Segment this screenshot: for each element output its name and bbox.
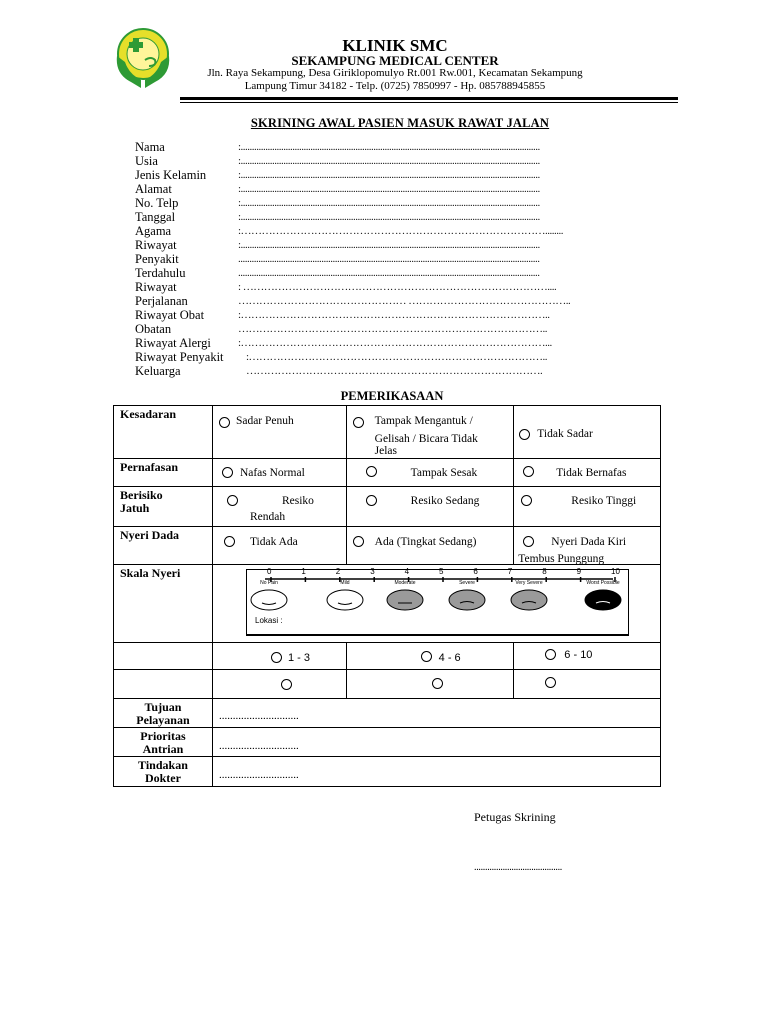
row-skala-range bbox=[114, 643, 661, 670]
pernafasan-option-1-radio[interactable] bbox=[222, 467, 233, 478]
field-label-nama: Nama bbox=[135, 140, 165, 154]
field-input-riwayat-alergi[interactable]: :……………………………………………………………………………... bbox=[238, 337, 552, 349]
field-input-agama[interactable]: :……………………………………………………………………………........ bbox=[238, 225, 564, 237]
pain-face-label: Moderate bbox=[394, 580, 416, 586]
pain-face-label: No Pain bbox=[260, 580, 278, 586]
field-input-alamat[interactable]: :..................................................................................................................................... bbox=[238, 183, 540, 195]
header-rule-thin bbox=[180, 102, 678, 103]
field-input-riwayat-penyakit-1[interactable]: :..................................................................................................................................... bbox=[238, 239, 540, 251]
field-input-riwayat-keluarga-1[interactable]: :………………………………………………………………………….. bbox=[246, 351, 548, 363]
field-label-riwayat-perjalanan-2: Perjalanan bbox=[135, 294, 188, 308]
nyeri-dada-option-1-label: Tidak Ada bbox=[249, 536, 298, 548]
tindakan-dokter-label bbox=[114, 757, 212, 785]
field-label-riwayat-obat-2: Obatan bbox=[135, 322, 172, 336]
field-input-tanggal[interactable]: :..................................................................................................................................... bbox=[238, 211, 540, 223]
field-label-riwayat-keluarga-1: Riwayat Penyakit bbox=[135, 350, 224, 364]
pain-face-label: Mild bbox=[340, 580, 350, 586]
field-label-alamat: Alamat bbox=[135, 182, 172, 196]
nyeri-dada-option-1-radio[interactable] bbox=[224, 536, 235, 547]
field-label-riwayat-keluarga-2: Keluarga bbox=[135, 364, 181, 378]
skala-nyeri-label: Skala Nyeri bbox=[120, 566, 181, 580]
row-nyeri-dada bbox=[114, 527, 661, 565]
field-input-riwayat-penyakit-2[interactable]: ...................................................................................................................................... bbox=[238, 253, 540, 265]
pain-scale-face-labels bbox=[247, 580, 628, 588]
pernafasan-option-2-label: Tampak Sesak bbox=[410, 467, 478, 479]
field-input-usia[interactable]: :..................................................................................................................................... bbox=[238, 155, 540, 167]
pain-face-icon bbox=[251, 590, 287, 610]
pain-scale-tick-labels bbox=[247, 567, 628, 580]
tujuan-label-line2: Pelayanan bbox=[136, 713, 190, 727]
kesadaran-option-2-line2: Gelisah / Bicara Tidak bbox=[374, 433, 478, 445]
kesadaran-option-2-line3: Jelas bbox=[374, 445, 398, 457]
kesadaran-option-3-label: Tidak Sadar bbox=[537, 428, 593, 440]
pain-face-icon bbox=[585, 590, 621, 610]
tindakan-dokter-input[interactable]: ............................. bbox=[218, 769, 299, 781]
kesadaran-option-1-label: Sadar Penuh bbox=[235, 415, 294, 427]
jatuh-option-1-line2: Rendah bbox=[249, 511, 286, 523]
clinic-full-name: SEKAMPUNG MEDICAL CENTER bbox=[291, 53, 499, 68]
header-rule-thick bbox=[180, 97, 678, 100]
nyeri-dada-label: Nyeri Dada bbox=[120, 528, 179, 542]
field-input-riwayat-penyakit-3[interactable]: ...................................................................................................................................... bbox=[238, 267, 540, 279]
tujuan-pelayanan-input[interactable]: ............................. bbox=[218, 710, 299, 722]
row-skala-extra bbox=[114, 670, 661, 699]
range-6-10-radio[interactable] bbox=[545, 649, 556, 660]
row-tujuan-pelayanan bbox=[114, 699, 661, 728]
pernafasan-option-1-label: Nafas Normal bbox=[239, 467, 305, 479]
field-input-riwayat-obat-1[interactable]: :…………………………………………………………………………….. bbox=[238, 309, 550, 321]
exam-section-title: PEMERIKASAAN bbox=[340, 389, 444, 403]
range-1-3-radio[interactable] bbox=[271, 652, 282, 663]
nyeri-dada-option-3-radio[interactable] bbox=[523, 536, 534, 547]
jatuh-option-2-radio[interactable] bbox=[366, 495, 377, 506]
extra-option-3-radio[interactable] bbox=[545, 677, 556, 688]
field-label-riwayat-penyakit-1: Riwayat bbox=[135, 238, 177, 252]
form-title: SKRINING AWAL PASIEN MASUK RAWAT JALAN bbox=[250, 116, 550, 130]
jatuh-option-2-label: Resiko Sedang bbox=[410, 495, 480, 507]
range-4-6-radio[interactable] bbox=[421, 651, 432, 662]
row-pernafasan bbox=[114, 459, 661, 487]
jatuh-option-1-radio[interactable] bbox=[227, 495, 238, 506]
kesadaran-option-2-radio[interactable] bbox=[353, 417, 364, 428]
pain-tick-label: 3 bbox=[370, 567, 375, 576]
jatuh-option-3-label: Resiko Tinggi bbox=[571, 495, 637, 507]
field-label-riwayat-penyakit-2: Penyakit bbox=[135, 252, 179, 266]
field-input-riwayat-perjalanan-1[interactable]: : …………………………………………………………………………….... bbox=[238, 281, 557, 293]
field-label-agama: Agama bbox=[135, 224, 172, 238]
nyeri-dada-option-2-radio[interactable] bbox=[353, 536, 364, 547]
field-label-riwayat-obat-1: Riwayat Obat bbox=[135, 308, 205, 322]
range-4-6-label: 4 - 6 bbox=[438, 652, 461, 664]
clinic-address: Jln. Raya Sekampung, Desa Giriklopomulyo Rt.001 Rw.001, Kecamatan Sekampung bbox=[207, 67, 583, 79]
field-label-usia: Usia bbox=[135, 154, 158, 168]
field-input-riwayat-keluarga-2[interactable]: …………………………………………………………………………. bbox=[246, 365, 543, 377]
prioritas-label-line2: Antrian bbox=[142, 742, 184, 756]
pernafasan-label: Pernafasan bbox=[120, 460, 178, 474]
row-risiko-jatuh bbox=[114, 487, 661, 527]
pain-tick-label: 2 bbox=[335, 567, 341, 576]
tindakan-label-line2: Dokter bbox=[144, 771, 181, 785]
nyeri-dada-option-3-line2: Tembus Punggung bbox=[518, 553, 605, 565]
prioritas-antrian-label bbox=[114, 728, 212, 756]
field-input-jenis-kelamin[interactable]: :..................................................................................................................................... bbox=[238, 169, 540, 181]
pain-location-label: Lokasi : bbox=[255, 616, 283, 625]
extra-option-1-radio[interactable] bbox=[281, 679, 292, 690]
pain-face-icon bbox=[387, 590, 423, 610]
kesadaran-option-2-line1: Tampak Mengantuk / bbox=[374, 415, 473, 427]
field-input-nama[interactable]: :..................................................................................................................................... bbox=[238, 141, 540, 153]
range-1-3-label: 1 - 3 bbox=[287, 652, 310, 664]
pain-tick-label: 9 bbox=[576, 567, 582, 576]
pernafasan-option-2-radio[interactable] bbox=[366, 466, 377, 477]
pain-tick-label: 6 bbox=[473, 567, 478, 576]
field-input-riwayat-perjalanan-2[interactable]: ………………………………………… ……………………………………….. bbox=[238, 295, 571, 307]
tindakan-label-line1: Tindakan bbox=[138, 758, 188, 772]
pain-tick-label: 0 bbox=[267, 567, 272, 576]
pain-face-label: Very Severe bbox=[515, 580, 543, 586]
pain-tick-label: 8 bbox=[542, 567, 547, 576]
field-label-riwayat-penyakit-3: Terdahulu bbox=[135, 266, 186, 280]
pain-tick-label: 7 bbox=[507, 567, 513, 576]
field-label-riwayat-perjalanan-1: Riwayat bbox=[135, 280, 177, 294]
pain-scale-faces bbox=[251, 590, 621, 610]
pernafasan-option-3-radio[interactable] bbox=[523, 466, 534, 477]
pain-tick-label: 5 bbox=[439, 567, 444, 576]
clinic-logo bbox=[111, 26, 175, 92]
pain-tick-label: 4 bbox=[404, 567, 410, 576]
row-tindakan-dokter bbox=[114, 757, 661, 787]
tujuan-label-line1: Tujuan bbox=[144, 700, 182, 714]
field-input-riwayat-obat-2[interactable]: …………………………………………………………………………….. bbox=[238, 323, 547, 335]
field-label-tanggal: Tanggal bbox=[135, 210, 176, 224]
field-label-riwayat-alergi: Riwayat Alergi bbox=[135, 336, 211, 350]
prioritas-label-line1: Prioritas bbox=[140, 729, 186, 743]
pain-face-label: Severe bbox=[459, 580, 475, 586]
jatuh-option-1-line1: Resiko bbox=[281, 495, 314, 507]
clinic-contact: Lampung Timur 34182 - Telp. (0725) 7850997 - Hp. 085788945855 bbox=[244, 80, 546, 92]
risiko-jatuh-label-line2: Jatuh bbox=[120, 501, 150, 515]
clinic-name: KLINIK SMC bbox=[342, 36, 448, 55]
row-prioritas-antrian bbox=[114, 728, 661, 757]
range-6-10-label: 6 - 10 bbox=[564, 649, 593, 661]
jatuh-option-3-radio[interactable] bbox=[521, 495, 532, 506]
pain-tick-label: 1 bbox=[301, 567, 306, 576]
kesadaran-option-3-radio[interactable] bbox=[519, 429, 530, 440]
field-label-no-telp: No. Telp bbox=[135, 196, 179, 210]
pain-scale-chart bbox=[246, 569, 629, 636]
kesadaran-label: Kesadaran bbox=[120, 407, 177, 421]
nyeri-dada-option-3-line1: Nyeri Dada Kiri bbox=[551, 536, 627, 548]
pain-face-icon bbox=[449, 590, 485, 610]
risiko-jatuh-label-line1: Berisiko bbox=[120, 488, 163, 502]
tujuan-pelayanan-label bbox=[114, 699, 212, 727]
nyeri-dada-option-2-label: Ada (Tingkat Sedang) bbox=[374, 536, 477, 548]
field-label-jenis-kelamin: Jenis Kelamin bbox=[135, 168, 207, 182]
pain-face-icon bbox=[511, 590, 547, 610]
risiko-jatuh-label bbox=[114, 487, 212, 515]
signature-line[interactable]: ........................................ bbox=[474, 862, 563, 873]
prioritas-antrian-input[interactable]: ............................. bbox=[218, 740, 299, 752]
signature-label: Petugas Skrining bbox=[474, 810, 556, 824]
pernafasan-option-3-label: Tidak Bernafas bbox=[556, 467, 627, 479]
field-input-no-telp[interactable]: :..................................................................................................................................... bbox=[238, 197, 540, 209]
pain-face-icon bbox=[327, 590, 363, 610]
row-kesadaran bbox=[114, 406, 661, 459]
pain-tick-label: 10 bbox=[611, 567, 620, 576]
extra-option-2-radio[interactable] bbox=[432, 678, 443, 689]
pain-face-label: Worst Possible bbox=[586, 580, 620, 586]
kesadaran-option-1-radio[interactable] bbox=[219, 417, 230, 428]
